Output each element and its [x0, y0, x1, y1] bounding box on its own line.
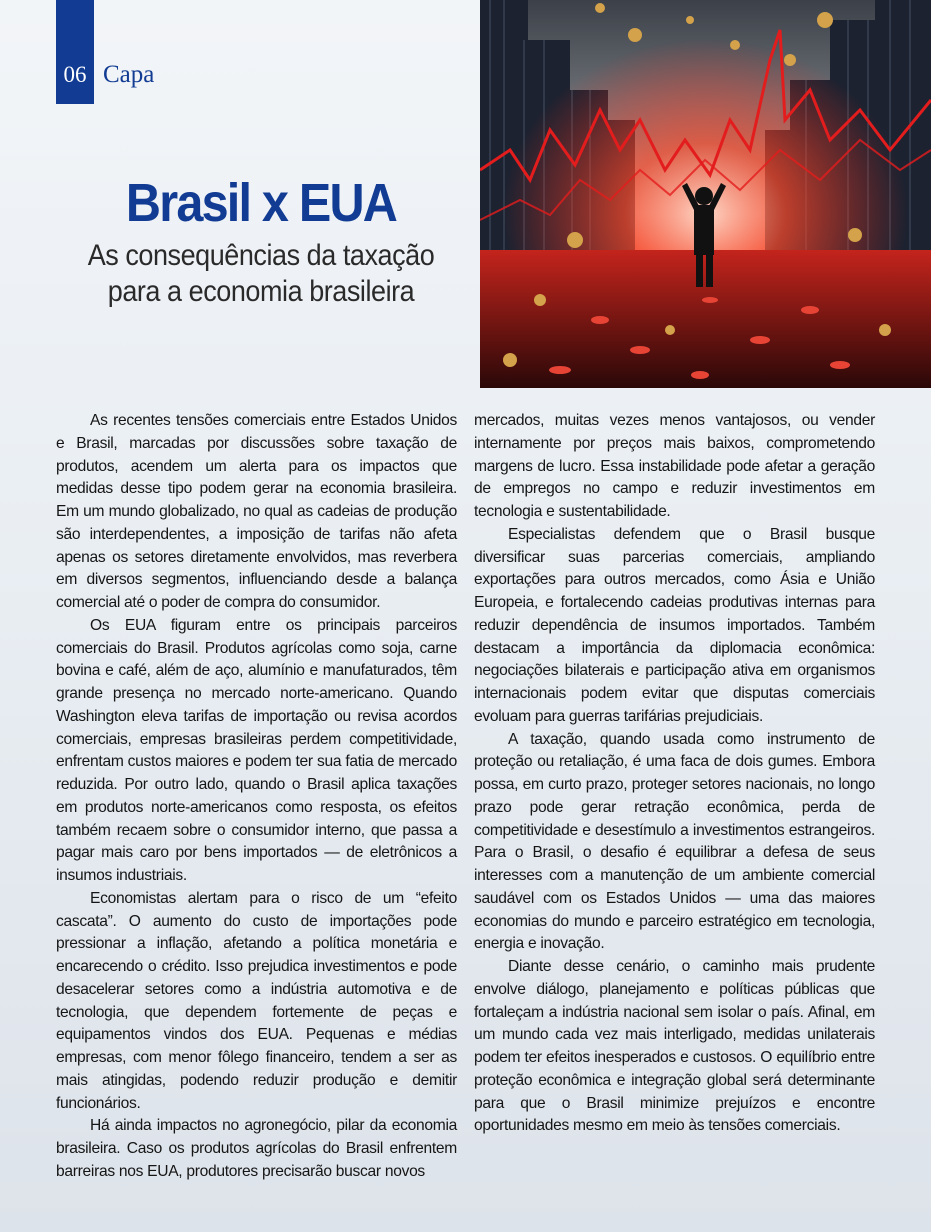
article-paragraph: Especialistas defendem que o Brasil busque diversificar suas parcerias comerciais, ampliando exportações para outros mercados, como Ásia e União Europeia, e fortalecendo cadeias produtivas internas para reduzir dependência de insumos importados. Também destacam a importância da diplomacia econômica: negociações bilaterais e participação ativa em organismos internacionais podem evitar que disputas comerciais evoluam para guerras tarifárias prejudiciais.: [474, 525, 875, 725]
article-column-right: [474, 410, 875, 1138]
article-title: Brasil x EUA: [125, 173, 397, 233]
article-paragraph: A taxação, quando usada como instrumento de proteção ou retaliação, é uma faca de dois gumes. Embora possa, em curto prazo, proteger setores nacionais, no longo prazo pode gerar retração econômica, perda de competitividade e desestímulo a investimentos estrangeiros. Para o Brasil, o desafio é equilibrar a defesa de seus interesses com a manutenção de um ambiente comercial saudável com os Estados Unidos — uma das maiores economias do mundo e parceiro estratégico em tecnologia, energia e inovação.: [474, 730, 875, 953]
article-paragraph: Economistas alertam para o risco de um “efeito cascata”. O aumento do custo de importações pode pressionar a inflação, afetando a política monetária e encarecendo o crédito. Isso prejudica investimentos e pode desacelerar setores como a indústria automotiva e de tecnologia, que dependem fortemente de peças e equipamentos vindos dos EUA. Pequenas e médias empresas, com menor fôlego financeiro, tendem a ser as mais atingidas, podendo reduzir produção e demitir funcionários.: [56, 889, 457, 1112]
hero-image: [480, 0, 931, 388]
stock-crash-illustration-icon: [480, 0, 931, 388]
section-label: Capa: [103, 61, 155, 88]
page-number: 06: [63, 62, 87, 87]
page-number-block: [56, 0, 94, 104]
subtitle-line-1: As consequências da taxação: [87, 239, 435, 272]
article-paragraph: Diante desse cenário, o caminho mais prudente envolve diálogo, planejamento e políticas públicas que fortaleçam a indústria nacional sem isolar o país. Afinal, em um mundo cada vez mais interligado, medidas unilaterais podem ter efeitos inesperados e custosos. O equilíbrio entre proteção econômica e integração global será determinante para que o Brasil minimize prejuízos e encontre oportunidades mesmo em meio às tensões comerciais.: [474, 958, 875, 1135]
subtitle-line-2: para a economia brasileira: [107, 275, 415, 308]
article-paragraph: As recentes tensões comerciais entre Estados Unidos e Brasil, marcadas por discussões sobre taxação de produtos, acendem um alerta para os impactos que medidas desse tipo podem gerar na economia brasileira. Em um mundo globalizado, no qual as cadeias de produção são interdependentes, a imposição de tarifas não afeta apenas os setores diretamente envolvidos, mas reverbera em diversos segmentos, influenciando desde a balança comercial até o poder de compra do consumidor.: [56, 412, 457, 611]
article-subtitle: [77, 238, 446, 310]
article-paragraph-continuation: mercados, muitas vezes menos vantajosos, ou vender internamente por preços mais baixos, comprometendo margens de lucro. Essa instabilidade pode afetar a geração de empregos no campo e reduzir investimentos em tecnologia e sustentabilidade.: [474, 412, 875, 520]
article-paragraph: Os EUA figuram entre os principais parceiros comerciais do Brasil. Produtos agrícolas como soja, carne bovina e café, além de aço, alumínio e manufaturados, têm grande presença no mercado norte-americano. Quando Washington eleva tarifas de importação ou revisa acordos comerciais, empresas brasileiras perdem competitividade, enfrentam custos maiores e podem ter sua fatia de mercado reduzida. Por outro lado, quando o Brasil aplica taxações em produtos norte-americanos como resposta, os efeitos também recaem sobre o consumidor interno, que passa a pagar mais caro por bens importados — de eletrônicos a insumos industriais.: [56, 616, 457, 884]
article-paragraph: Há ainda impactos no agronegócio, pilar da economia brasileira. Caso os produtos agrícolas do Brasil enfrentem barreiras nos EUA, produtores precisarão buscar novos: [56, 1117, 457, 1180]
article-column-left: [56, 410, 457, 1184]
